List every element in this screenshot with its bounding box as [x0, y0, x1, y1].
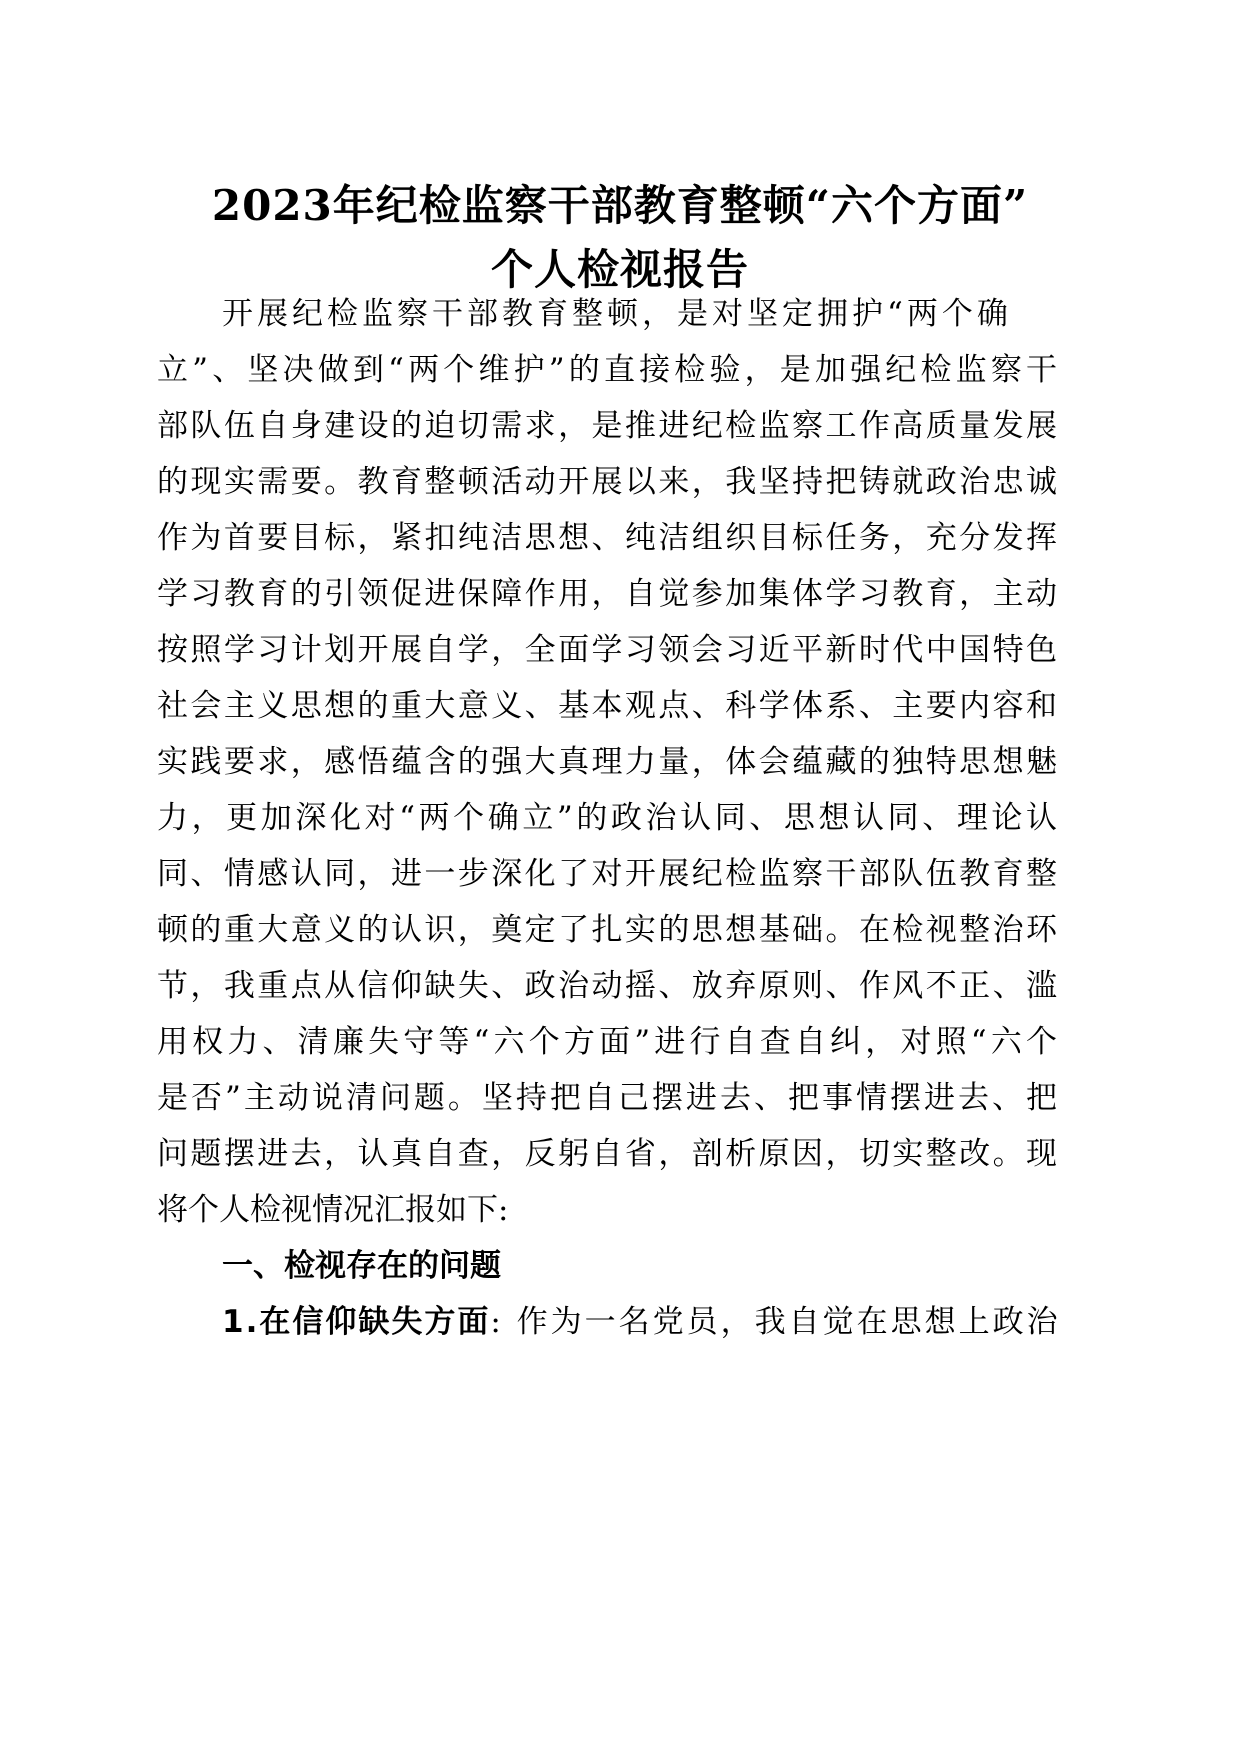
item-1-line: [222, 1302, 1061, 1342]
paragraph-line: 顿的重大意义的认识，奠定了扎实的思想基础。在检视整治环: [157, 912, 1057, 948]
paragraph-line: 学习教育的引领促进保障作用，自觉参加集体学习教育，主动: [157, 576, 1057, 612]
paragraph-line: 开展纪检监察干部教育整顿，是对坚定拥护“两个确: [222, 296, 1012, 332]
paragraph-line: 节，我重点从信仰缺失、政治动摇、放弃原则、作风不正、滥: [157, 968, 1057, 1004]
document-title-line-1: 2023年纪检监察干部教育整顿“六个方面”: [211, 181, 1029, 230]
paragraph-line: 作为首要目标，紧扣纯洁思想、纯洁组织目标任务，充分发挥: [157, 520, 1057, 556]
paragraph-line: 部队伍自身建设的迫切需求，是推进纪检监察工作高质量发展: [157, 408, 1057, 444]
paragraph-line: 实践要求，感悟蕴含的强大真理力量，体会蕴藏的独特思想魅: [157, 744, 1057, 780]
item-1-text: : 作为一名党员，我自觉在思想上政治: [490, 1304, 1061, 1340]
paragraph-line: 的现实需要。教育整顿活动开展以来，我坚持把铸就政治忠诚: [157, 464, 1057, 500]
paragraph-line: 同、情感认同，进一步深化了对开展纪检监察干部队伍教育整: [157, 856, 1057, 892]
paragraph-line: 力，更加深化对“两个确立”的政治认同、思想认同、理论认: [157, 800, 1057, 836]
paragraph-line: 按照学习计划开展自学，全面学习领会习近平新时代中国特色: [157, 632, 1057, 668]
paragraph-line: 社会主义思想的重大意义、基本观点、科学体系、主要内容和: [157, 688, 1057, 724]
paragraph-line: 将个人检视情况汇报如下:: [157, 1192, 509, 1228]
paragraph-line: 立”、坚决做到“两个维护”的直接检验，是加强纪检监察干: [157, 352, 1057, 388]
section-heading: 一、检视存在的问题: [222, 1248, 501, 1284]
document-title-line-2: 个人检视报告: [490, 245, 749, 294]
item-1-label: 1.在信仰缺失方面: [222, 1304, 491, 1340]
paragraph-line: 用权力、清廉失守等“六个方面”进行自查自纠，对照“六个: [157, 1024, 1057, 1060]
paragraph-line: 问题摆进去，认真自查，反躬自省，剖析原因，切实整改。现: [157, 1136, 1057, 1172]
paragraph-line: 是否”主动说清问题。坚持把自己摆进去、把事情摆进去、把: [157, 1080, 1057, 1116]
